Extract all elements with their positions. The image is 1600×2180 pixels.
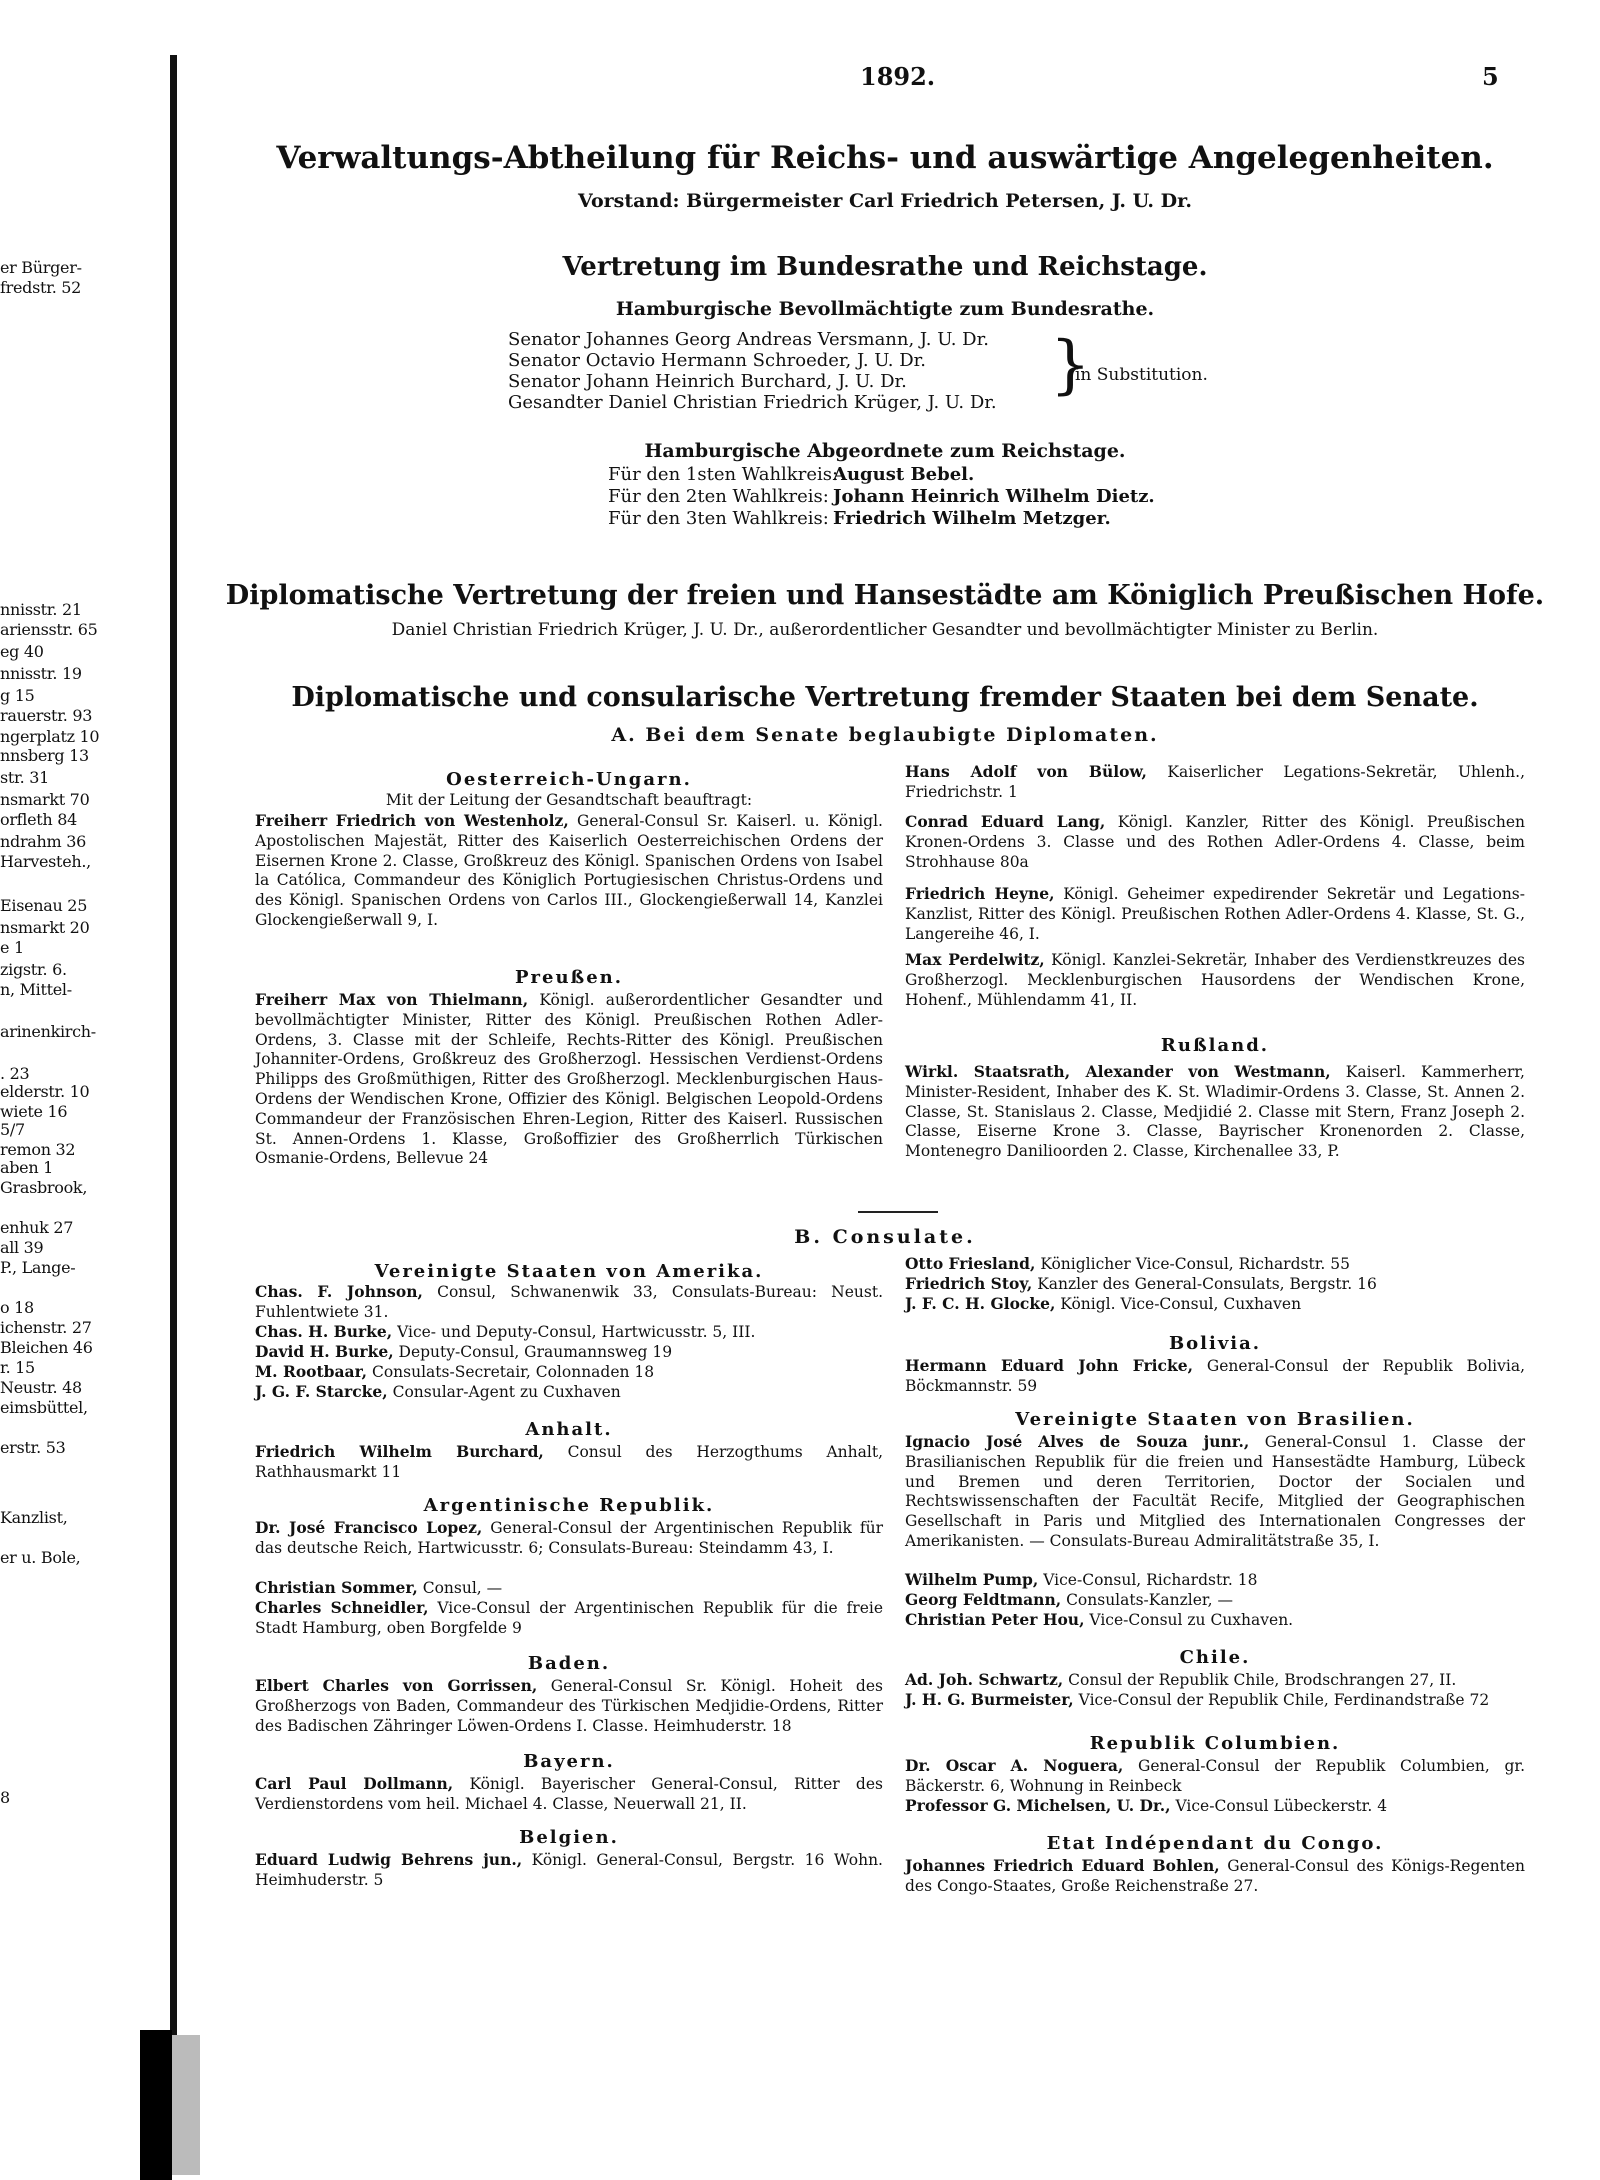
entry-name: Charles Schneidler, [255, 1598, 429, 1617]
directory-entry [905, 1690, 1525, 1711]
entry-space [453, 1775, 469, 1793]
entry-name: J. G. F. Starcke, [255, 1382, 388, 1401]
entry-text: Vice-Consul der Argentinischen Republik für die freie Stadt Hamburg, oben Borgfelde 9 [255, 1599, 883, 1637]
entry-name: Hans Adolf von Bülow, [905, 762, 1147, 781]
margin-fragment: arinenkirch- [0, 1022, 96, 1041]
entry-name: Professor G. Michelsen, U. Dr., [905, 1796, 1171, 1815]
directory-entry [905, 1590, 1525, 1611]
page-gutter [170, 55, 177, 2095]
country-heading: Anhalt. [525, 1419, 613, 1440]
vorstand-line: Vorstand: Bürgermeister Carl Friedrich Petersen, J. U. Dr. [577, 190, 1193, 212]
margin-fragment: e 1 [0, 938, 24, 957]
margin-fragment: Harvesteh., [0, 852, 91, 871]
entry-text: Königl. Kanzlei-Sekretär, Inhaber des Verdienstkreuzes des Großherzogl. Mecklenburgischen Hausordens der Wendischen Krone, Hohenf., Mühlendamm 41, II. [905, 951, 1525, 1009]
entry-text: General-Consul 1. Classe der Brasilianischen Republik für die freien und Hansestädte Hamburg, Lübeck und Bremen und deren Territorien, Doctor der Socialen und Rechtswissenschaften der Facultät Recife, Mitglied der Geographischen Gesellschaft in Paris und Mitglied des Internationalen Congresses der Amerikanisten. — Consulats-Bureau Admiralitätstraße 35, I. [905, 1433, 1525, 1550]
entry-name: Wilhelm Pump, [905, 1570, 1039, 1589]
directory-entry [905, 1796, 1525, 1817]
entry-text: Consular-Agent zu Cuxhaven [392, 1383, 621, 1401]
page-title: Verwaltungs-Abtheilung für Reichs- und auswärtige Angelegenheiten. [276, 140, 1494, 176]
entry-text: Vice-Consul, Richardstr. 18 [1043, 1571, 1258, 1589]
country-heading: Oesterreich-Ungarn. [446, 769, 692, 790]
margin-fragment: ndrahm 36 [0, 832, 86, 851]
directory-entry [905, 1062, 1525, 1162]
directory-entry [905, 1254, 1525, 1275]
scan-corner-mark [140, 2030, 172, 2180]
margin-fragment: n, Mittel- [0, 980, 72, 999]
margin-fragment: rauerstr. 93 [0, 706, 93, 725]
fremde-staaten-title: Diplomatische und consularische Vertretung fremder Staaten bei dem Senate. [291, 682, 1479, 713]
directory-entry [905, 1856, 1525, 1897]
entry-name: Christian Sommer, [255, 1578, 418, 1597]
margin-fragment: nsmarkt 20 [0, 918, 90, 937]
margin-fragment: 5/7 [0, 1120, 25, 1139]
entry-text: Kanzler des General-Consulats, Bergstr. 16 [1037, 1275, 1377, 1293]
directory-entry [905, 1274, 1525, 1295]
entry-text: Consulats-Kanzler, — [1066, 1591, 1233, 1609]
margin-fragment: nnisstr. 21 [0, 600, 82, 619]
entry-text: General-Consul Sr. Kaiserl. u. Königl. Apostolischen Majestät, Ritter des Kaiserlich Oesterreichischen Ordens der Eisernen Krone 2. Classe, Großkreuz des Königl. Spanischen Ordens von Isabel la Católica, Commandeur des Königlich Portugiesischen Christus-Ordens und des Königl. Spanischen Ordens von Carlos III., Glockengießerwall 14, Kanzlei Glockengießerwall 9, I. [255, 812, 883, 929]
entry-name: Friedrich Heyne, [905, 884, 1055, 903]
entry-text: General-Consul der Argentinischen Republik für das deutsche Reich, Hartwicusstr. 6; Consulats-Bureau: Steindamm 43, I. [255, 1519, 883, 1557]
year-label: 1892. [860, 62, 936, 91]
directory-entry [255, 1442, 883, 1483]
margin-fragment: Bleichen 46 [0, 1338, 93, 1357]
entry-text: Königl. Kanzler, Ritter des Königl. Preußischen Kronen-Ordens 3. Classe und des Rothen Adler-Ordens 4. Classe, beim Strohhause 80a [905, 813, 1525, 871]
entry-text: Deputy-Consul, Graumannsweg 19 [398, 1343, 673, 1361]
reichstag-row [608, 508, 1155, 530]
directory-entry [255, 811, 883, 931]
reichstag-members [608, 464, 1155, 530]
entry-name: Dr. José Francisco Lopez, [255, 1518, 483, 1537]
country-heading: Rußland. [1160, 1035, 1270, 1056]
entry-name: Hermann Eduard John Fricke, [905, 1356, 1193, 1375]
directory-entry [905, 762, 1525, 803]
substitution-brace: } [1050, 328, 1091, 402]
margin-fragment: g 15 [0, 686, 35, 705]
entry-space [528, 991, 539, 1009]
margin-fragment: . 23 [0, 1064, 30, 1083]
bundesrath-subtitle: Hamburgische Bevollmächtigte zum Bundesrathe. [615, 298, 1155, 320]
entry-name: Carl Paul Dollmann, [255, 1774, 454, 1793]
deputy-name: Friedrich Wilhelm Metzger. [833, 508, 1111, 529]
margin-fragment: enhuk 27 [0, 1218, 74, 1237]
country-heading: Republik Columbien. [1089, 1733, 1341, 1754]
reichstag-title: Hamburgische Abgeordnete zum Reichstage. [644, 440, 1126, 462]
entry-text: Consul des Herzogthums Anhalt, Rathhausmarkt 11 [255, 1443, 883, 1481]
entry-text: Consul, — [422, 1579, 503, 1597]
entry-text: Königl. Bayerischer General-Consul, Ritter des Verdienstordens vom heil. Michael 4. Classe, Neuerwall 21, II. [255, 1775, 883, 1813]
directory-entry [255, 1322, 883, 1343]
margin-fragment: o 18 [0, 1298, 34, 1317]
directory-entry [905, 950, 1525, 1010]
entry-space [423, 1283, 437, 1301]
entry-text: General-Consul Sr. Königl. Hoheit des Großherzogs von Baden, Commandeur des Türkischen Medjidie-Ordens, Ritter des Badischen Zähringer Löwen-Ordens I. Classe. Heimhuderstr. 18 [255, 1677, 883, 1735]
country-heading: Vereinigte Staaten von Brasilien. [1015, 1409, 1415, 1430]
margin-fragment: Kanzlist, [0, 1508, 68, 1527]
directory-entry [255, 1342, 883, 1363]
margin-fragment: P., Lange- [0, 1258, 76, 1277]
entry-space [1193, 1357, 1207, 1375]
margin-fragment: Eisenau 25 [0, 896, 88, 915]
member-row: Gesandter Daniel Christian Friedrich Krüger, J. U. Dr. [508, 392, 997, 413]
entry-space [1123, 1757, 1138, 1775]
margin-fragment: fredstr. 52 [0, 278, 82, 297]
country-heading: Chile. [1179, 1647, 1251, 1668]
scan-corner-shadow [172, 2035, 200, 2175]
entry-text: Vice-Consul der Republik Chile, Ferdinandstraße 72 [1078, 1691, 1490, 1709]
directory-entry [905, 1670, 1525, 1691]
directory-entry [905, 812, 1525, 872]
margin-fragment: eimsbüttel, [0, 1398, 88, 1417]
entry-name: M. Rootbaar, [255, 1362, 368, 1381]
directory-entry [255, 1382, 883, 1403]
directory-entry [255, 1598, 883, 1639]
member-row: Senator Octavio Hermann Schroeder, J. U. Dr. [508, 350, 926, 371]
reichstag-row [608, 464, 1155, 486]
margin-fragment: er Bürger- [0, 258, 82, 277]
country-heading: Preußen. [514, 967, 624, 988]
deputy-name: August Bebel. [833, 464, 975, 485]
entry-space [537, 1677, 550, 1695]
entry-name: Georg Feldtmann, [905, 1590, 1062, 1609]
preussen-hof-line: Daniel Christian Friedrich Krüger, J. U. Dr., außerordentlicher Gesandter und bevollmächtigter Minister zu Berlin. [391, 620, 1379, 640]
entry-name: Eduard Ludwig Behrens jun., [255, 1850, 523, 1869]
country-heading: Belgien. [519, 1827, 619, 1848]
directory-entry [905, 1756, 1525, 1797]
preussen-hof-title: Diplomatische Vertretung der freien und Hansestädte am Königlich Preußischen Hofe. [225, 580, 1545, 611]
bundesrath-members [508, 329, 997, 413]
directory-entry [255, 1676, 883, 1736]
entry-name: Friedrich Wilhelm Burchard, [255, 1442, 544, 1461]
member-row: Senator Johann Heinrich Burchard, J. U. Dr. [508, 371, 907, 392]
directory-entry [255, 990, 883, 1169]
entry-space [1249, 1433, 1264, 1451]
country-heading: Bayern. [523, 1751, 615, 1772]
directory-entry [905, 1356, 1525, 1397]
entry-text: Vice-Consul zu Cuxhaven. [1089, 1611, 1294, 1629]
directory-entry [905, 1610, 1525, 1631]
margin-fragment: Grasbrook, [0, 1178, 88, 1197]
margin-fragment: ichenstr. 27 [0, 1318, 92, 1337]
entry-name: Friedrich Stoy, [905, 1274, 1033, 1293]
section-b-title: B. Consulate. [794, 1226, 976, 1248]
margin-fragment: all 39 [0, 1238, 44, 1257]
entry-space [1055, 885, 1064, 903]
entry-name: Johannes Friedrich Eduard Bohlen, [905, 1856, 1220, 1875]
margin-fragment: zigstr. 6. [0, 960, 67, 979]
substitution-note: in Substitution. [1075, 365, 1208, 385]
margin-fragment: Neustr. 48 [0, 1378, 82, 1397]
entry-name: Freiherr Friedrich von Westenholz, [255, 811, 569, 830]
margin-fragment: str. 31 [0, 768, 49, 787]
margin-fragment: nnsberg 13 [0, 746, 89, 765]
directory-entry [905, 1570, 1525, 1591]
previous-page-fragment [0, 0, 168, 2177]
entry-text: Kaiserl. Kammerherr, Minister-Resident, Inhaber des K. St. Wladimir-Ordens 3. Classe, St. Annen 2. Classe, St. Stanislaus 2. Classe, Medjidié 2. Classe mit Stern, Franz Joseph 2. Classe, Eiserne Krone 3. Classe, Bayrischer Kronenorden 2. Classe, Montenegro Danilioorden 2. Classe, Kirchenallee 33, P. [905, 1063, 1525, 1161]
entry-text: Königl. General-Consul, Bergstr. 16 Wohn. Heimhuderstr. 5 [255, 1851, 883, 1889]
margin-fragment: aben 1 [0, 1158, 54, 1177]
directory-entry [255, 1362, 883, 1383]
entry-text: Kaiserlicher Legations-Sekretär, Uhlenh., Friedrichstr. 1 [905, 763, 1525, 801]
entry-name: Max Perdelwitz, [905, 950, 1045, 969]
entry-text: Consul der Republik Chile, Brodschrangen 27, II. [1068, 1671, 1457, 1689]
margin-fragment: elderstr. 10 [0, 1082, 90, 1101]
entry-name: Chas. H. Burke, [255, 1322, 393, 1341]
district-label: Für den 2ten Wahlkreis: [608, 486, 829, 507]
entry-name: Conrad Eduard Lang, [905, 812, 1106, 831]
entry-name: Christian Peter Hou, [905, 1610, 1085, 1629]
entry-name: Ad. Joh. Schwartz, [905, 1670, 1064, 1689]
margin-fragment: nnisstr. 19 [0, 664, 82, 683]
entry-space [522, 1851, 532, 1869]
margin-fragment: nsmarkt 70 [0, 790, 90, 809]
entry-name: J. H. G. Burmeister, [905, 1690, 1074, 1709]
margin-fragment: er u. Bole, [0, 1548, 81, 1567]
margin-fragment: ngerplatz 10 [0, 727, 100, 746]
entry-space [544, 1443, 568, 1461]
country-heading: Baden. [527, 1653, 611, 1674]
entry-text: Königl. Geheimer expedirender Sekretär und Legations-Kanzlist, Ritter des Königl. Preußischen Rothen Adler-Ordens 4. Klasse, St. G., Langereihe 46, I. [905, 885, 1525, 943]
deputy-name: Johann Heinrich Wilhelm Dietz. [833, 486, 1155, 507]
entry-name: Chas. F. Johnson, [255, 1282, 423, 1301]
directory-entry [255, 1578, 883, 1599]
entry-name: Dr. Oscar A. Noguera, [905, 1756, 1124, 1775]
entry-space [569, 812, 577, 830]
member-row: Senator Johannes Georg Andreas Versmann, J. U. Dr. [508, 329, 989, 350]
margin-fragment: orfleth 84 [0, 810, 77, 829]
directory-entry [255, 1282, 883, 1323]
entry-name: Ignacio José Alves de Souza junr., [905, 1432, 1250, 1451]
entry-text: Königl. Vice-Consul, Cuxhaven [1060, 1295, 1302, 1313]
note-line: Mit der Leitung der Gesandtschaft beauftragt: [385, 791, 753, 809]
country-heading: Vereinigte Staaten von Amerika. [374, 1261, 764, 1282]
margin-fragment: remon 32 [0, 1140, 76, 1159]
margin-fragment: erstr. 53 [0, 1438, 66, 1457]
entry-text: Consulats-Secretair, Colonnaden 18 [371, 1363, 655, 1381]
entry-text: Vice- und Deputy-Consul, Hartwicusstr. 5, III. [397, 1323, 756, 1341]
entry-space [1105, 813, 1117, 831]
country-heading: Argentinische Republik. [423, 1495, 715, 1516]
country-heading: Bolivia. [1168, 1333, 1262, 1354]
entry-text: General-Consul des Königs-Regenten des Congo-Staates, Große Reichenstraße 27. [905, 1857, 1525, 1895]
bundesrath-title: Vertretung im Bundesrathe und Reichstage. [562, 252, 1208, 282]
directory-entry [255, 1774, 883, 1815]
entry-text: Consul, Schwanenwik 33, Consulats-Bureau: Neust. Fuhlentwiete 31. [255, 1283, 883, 1321]
directory-entry [905, 1432, 1525, 1552]
page-number: 5 [1482, 62, 1499, 91]
entry-name: David H. Burke, [255, 1342, 394, 1361]
directory-entry [905, 884, 1525, 944]
entry-name: Freiherr Max von Thielmann, [255, 990, 529, 1009]
directory-entry [255, 1850, 883, 1891]
margin-fragment: wiete 16 [0, 1102, 68, 1121]
district-label: Für den 1sten Wahlkreis: [608, 464, 839, 485]
section-a-title: A. Bei dem Senate beglaubigte Diplomaten. [611, 724, 1159, 746]
reichstag-row [608, 486, 1155, 508]
entry-text: General-Consul der Republik Bolivia, Böckmannstr. 59 [905, 1357, 1525, 1395]
district-label: Für den 3ten Wahlkreis: [608, 508, 829, 529]
margin-fragment: eg 40 [0, 642, 44, 661]
entry-space [1331, 1063, 1346, 1081]
entry-text: Königl. außerordentlicher Gesandter und bevollmächtigter Minister, Ritter des Königl. Preußischen Rothen Adler-Ordens, 3. Classe mit der Schleife, Rechts-Ritter des Königl. Preußischen Johanniter-Ordens, Großkreuz des Großherzogl. Hessischen Verdienst-Ordens Philipps des Großmüthigen, Ritter des Großherzogl. Mecklenburgischen Haus-Ordens der Wendischen Krone, Offizier des Königl. Belgischen Leopold-Ordens Commandeur der Französischen Ehren-Legion, Ritter des Kaiserl. Russischen St. Annen-Ordens 1. Klasse, Großoffizier des Großherrlich Türkischen Osmanie-Ordens, Bellevue 24 [255, 991, 883, 1168]
section-divider [858, 1211, 938, 1213]
margin-fragment: 8 [0, 1788, 10, 1807]
entry-text: Königlicher Vice-Consul, Richardstr. 55 [1040, 1255, 1350, 1273]
directory-entry [905, 1294, 1525, 1315]
entry-name: Wirkl. Staatsrath, Alexander von Westmann, [905, 1062, 1331, 1081]
entry-name: Otto Friesland, [905, 1254, 1036, 1273]
entry-text: Vice-Consul Lübeckerstr. 4 [1175, 1797, 1388, 1815]
entry-text: General-Consul der Republik Columbien, gr. Bäckerstr. 6, Wohnung in Reinbeck [905, 1757, 1525, 1795]
entry-space [1147, 763, 1167, 781]
directory-entry [255, 1518, 883, 1559]
entry-name: Elbert Charles von Gorrissen, [255, 1676, 538, 1695]
margin-fragment: r. 15 [0, 1358, 35, 1377]
margin-fragment: ariensstr. 65 [0, 620, 98, 639]
country-heading: Etat Indépendant du Congo. [1046, 1833, 1384, 1854]
entry-name: J. F. C. H. Glocke, [905, 1294, 1056, 1313]
